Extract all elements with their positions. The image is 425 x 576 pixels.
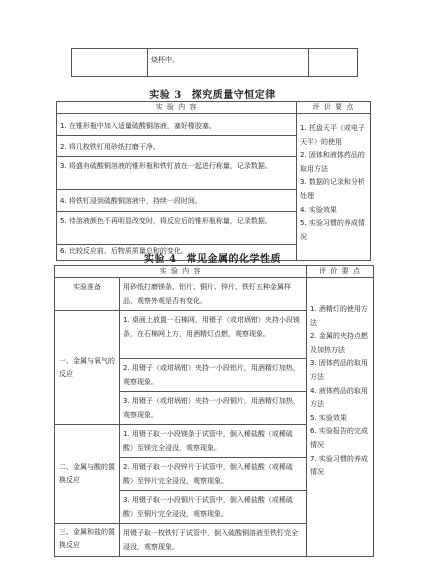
exp3-eval-4: 4. 实验效果 (300, 205, 337, 214)
exp3-table (56, 101, 371, 261)
exp4-sec3-step-1: 用镊子取一枚铁钉于试管中，倒入硫酸铜溶液至铁钉完全浸没，观察现象。 (123, 529, 298, 551)
exp4-eval-7: 7. 实验习惯的养成情况 (310, 454, 368, 477)
exp4-sec1-label: 一、金属与氧气的反应 (59, 356, 115, 378)
exp4-sec1-step-3: 3. 用镊子（或坩埚钳）夹持一小段铜片，用酒精灯加热，观察现象。 (123, 397, 300, 419)
exp4-sec2-step-2: 2. 用镊子取一小段锌片于试管中，倒入稀盐酸（或稀硫酸）至锌片完全浸没，观察现象。 (123, 463, 293, 485)
exp4-prep-text: 用砂纸打磨镁条、铝片、铜片、锌片、铁钉五种金属样品，观察外观是否有变化。 (123, 283, 291, 305)
exp3-step-1: 1. 在锥形瓶中加入适量硫酸铜溶液，塞好橡胶塞。 (60, 122, 216, 130)
exp3-title (0, 86, 425, 101)
exp4-eval-3: 3. 固体药品的取用方法 (310, 359, 368, 381)
exp4-eval-1: 1. 酒精灯的使用方法 (310, 305, 368, 327)
exp4-eval-4: 4. 液体药品的取用方法 (310, 386, 368, 409)
exp3-step-2: 2. 将几枚铁钉用砂纸打磨干净。 (60, 143, 160, 151)
exp4-sec2-step-1: 1. 用镊子取一小段镁条于试管中，倒入稀盐酸（或稀硫酸）至镁完全浸没，观察现象。 (123, 430, 293, 452)
exp4-sec1-step-1: 1. 桌面上放置一石棉网，用镊子（或坩埚钳）夹持小段镁条，在石棉网上方，用酒精灯点燃，观察现象。 (123, 316, 300, 338)
exp4-sec3-label: 三、金属和盐的置换反应 (59, 528, 115, 549)
exp3-step-5: 5. 待溶液颜色不再明显改变时，将反应后的锥形瓶称量，记录数据。 (60, 217, 272, 225)
exp4-eval-2: 2. 金属的夹持点燃及加热方法 (310, 332, 368, 354)
exp3-eval-3: 3. 数据的记录和分析处理 (300, 178, 365, 200)
exp4-sec2-step-3: 3. 用镊子取一小段铜片于试管中，倒入稀盐酸（或稀硫酸）至铜片完全浸没，观察现象。 (123, 496, 293, 518)
exp3-title-num: 实验 3 (149, 90, 182, 101)
exp3-step-6: 6. 比较反应前、后物质质量总和的变化。 (60, 247, 188, 255)
continued-table (71, 48, 358, 77)
exp4-sec1-step-2: 2. 用镊子（或坩埚钳）夹持一小段铝片，用酒精灯加热，观察现象。 (123, 364, 300, 386)
continued-text: 烧杯中。 (151, 56, 179, 64)
exp4-prep-label: 实验准备 (73, 283, 101, 291)
exp4-title-name: 常见金属的化学性质 (186, 254, 281, 265)
exp3-title-name: 探究质量守恒定律 (191, 90, 276, 101)
exp4-sec2-label: 二、金属与酸的置换反应 (59, 463, 115, 484)
exp4-title (0, 250, 425, 265)
exp3-header-content: 实 验 内 容 (155, 103, 198, 111)
exp3-eval-5: 5. 实验习惯的养成情况 (300, 219, 365, 241)
exp4-header-eval: 评 价 要 点 (319, 267, 361, 275)
exp4-title-num: 实验 4 (144, 254, 177, 265)
exp4-eval-6: 6. 实验报告的完成情况 (310, 427, 368, 449)
exp3-step-4: 4. 将铁钉浸到硫酸铜溶液中，持续一段时间。 (60, 197, 202, 205)
exp3-eval-1: 1. 托盘天平（或电子天平）的使用 (300, 124, 365, 146)
exp3-eval-2: 2. 固体和液体药品的取用方法 (300, 151, 365, 173)
exp4-eval-5: 5. 实验效果 (310, 413, 347, 422)
exp4-table (54, 265, 374, 557)
exp3-header-eval: 评 价 要 点 (312, 103, 355, 111)
exp3-step-3: 3. 将盛有硫酸铜溶液的锥形瓶和铁钉放在一起进行称量，记录数据。 (60, 162, 272, 170)
exp4-header-content: 实 验 内 容 (159, 267, 202, 275)
